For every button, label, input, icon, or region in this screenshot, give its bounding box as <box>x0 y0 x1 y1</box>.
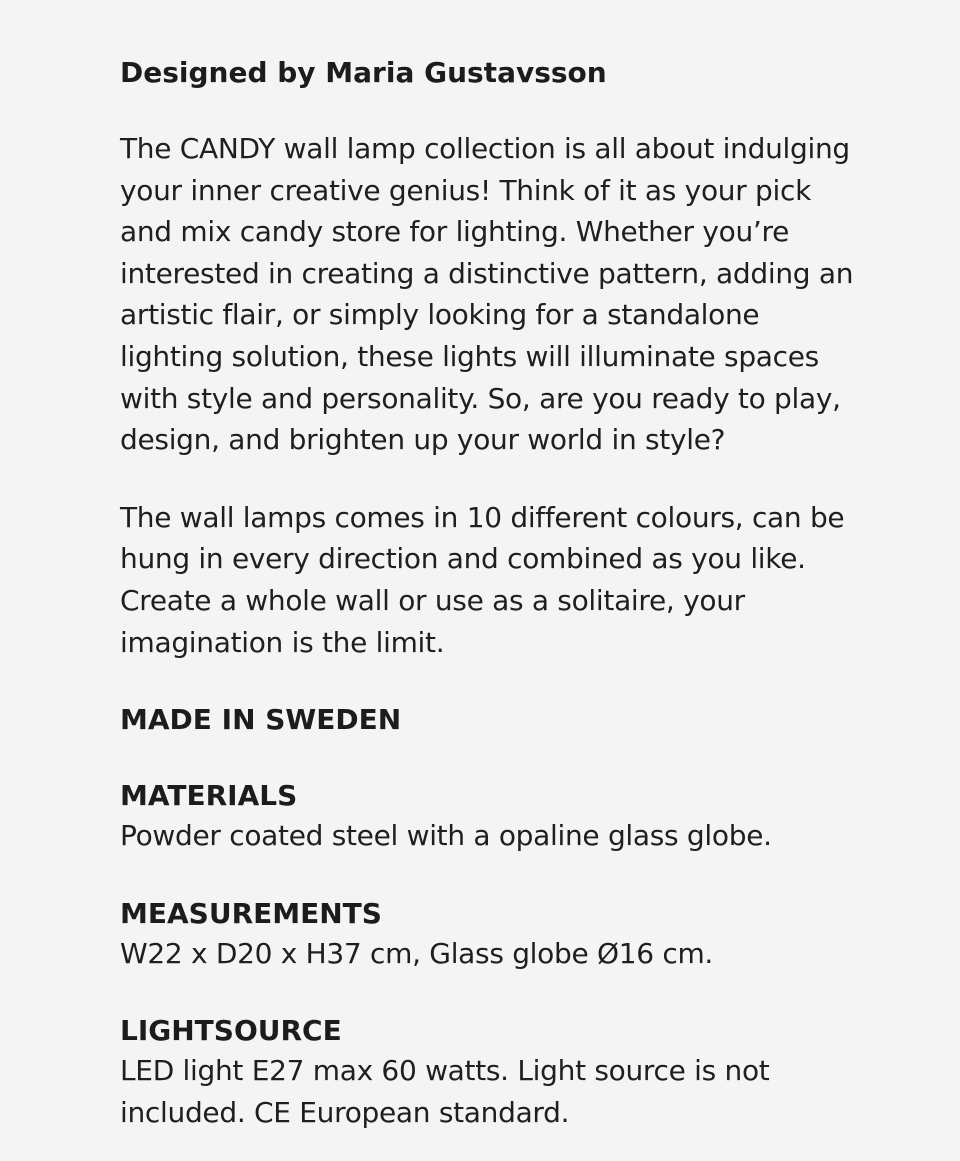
measurements-heading: MEASUREMENTS <box>120 896 382 930</box>
intro-paragraph: The CANDY wall lamp collection is all about indulging your inner creative genius! Think of it as your pick and mix candy store for lighting. Whether you’re interested in creating a distinctive pattern, adding an artistic flair, or simply looking for a standalone lighting solution, these lights will illuminate spaces with style and personality. So, are you ready to play, design, and brighten up your world in style? <box>120 132 854 457</box>
lightsource-heading: LIGHTSOURCE <box>120 1014 342 1048</box>
made-in-heading: MADE IN SWEDEN <box>120 703 402 737</box>
measurements-section <box>120 895 860 975</box>
measurements-text: W22 x D20 x H37 cm, Glass globe Ø16 cm. <box>120 936 714 970</box>
materials-section <box>120 777 860 857</box>
lightsource-section <box>120 1012 860 1133</box>
colours-paragraph: The wall lamps comes in 10 different colours, can be hung in every direction and combined as you like. Create a whole wall or use as a solitaire, your imagination is the limit. <box>120 500 845 659</box>
designer-heading: Designed by Maria Gustavsson <box>120 56 607 89</box>
materials-text: Powder coated steel with a opaline glass globe. <box>120 819 772 853</box>
lightsource-text: LED light E27 max 60 watts. Light source is not included. CE European standard. <box>120 1054 770 1129</box>
product-description <box>120 0 860 1134</box>
materials-heading: MATERIALS <box>120 779 298 813</box>
